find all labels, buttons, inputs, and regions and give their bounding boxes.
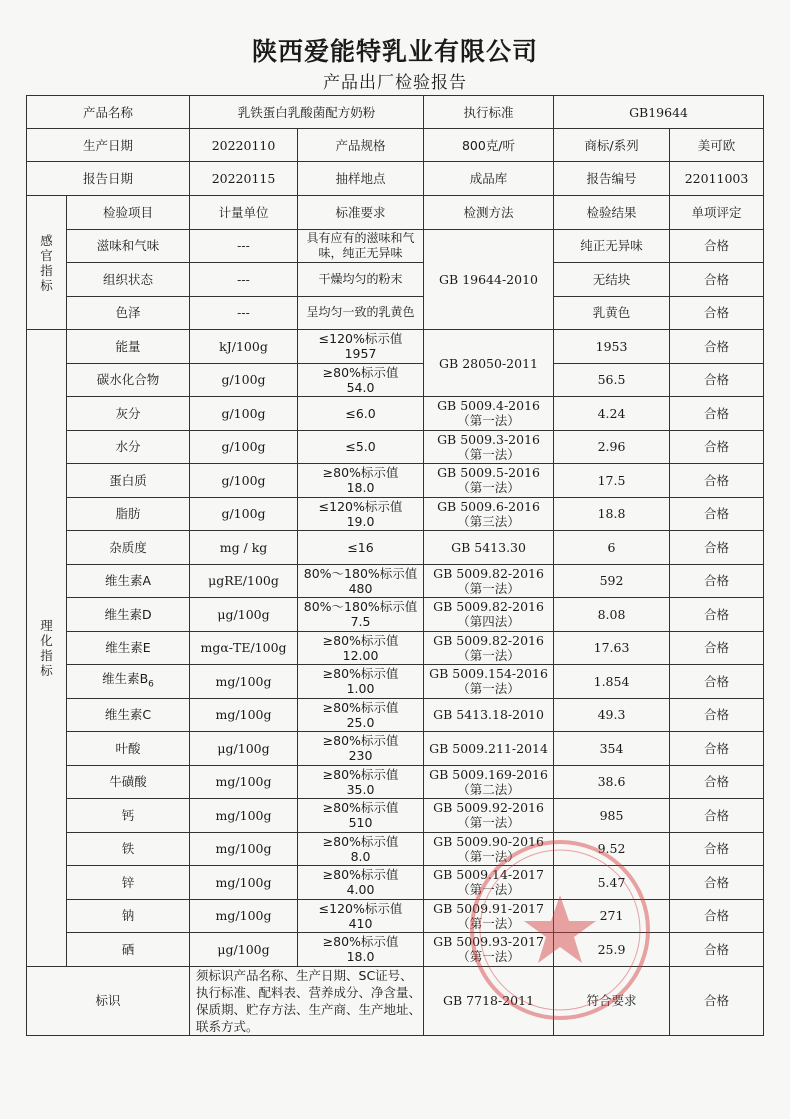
requirement-line2: 25.0 bbox=[346, 714, 375, 730]
requirement-line1: ≥80%标示值 bbox=[322, 800, 399, 816]
unit: g/100g bbox=[190, 464, 298, 498]
unit: mgα-TE/100g bbox=[190, 631, 298, 665]
item-name: 灰分 bbox=[67, 397, 190, 431]
value-brand: 美可欧 bbox=[670, 129, 764, 162]
method-line2: （第一法） bbox=[457, 580, 520, 596]
table-row bbox=[27, 933, 764, 967]
result: 乳黄色 bbox=[554, 296, 670, 330]
method bbox=[424, 665, 554, 699]
method: GB 5413.30 bbox=[424, 531, 554, 565]
requirement bbox=[298, 330, 424, 364]
method-line1: GB 5009.82-2016 bbox=[433, 632, 544, 648]
unit: g/100g bbox=[190, 363, 298, 397]
result: 1.854 bbox=[554, 665, 670, 699]
item-name: 钙 bbox=[67, 799, 190, 833]
method bbox=[424, 430, 554, 464]
method-line2: （第二法） bbox=[457, 781, 520, 797]
unit: --- bbox=[190, 263, 298, 297]
requirement: 干燥均匀的粉末 bbox=[298, 263, 424, 297]
evaluation: 合格 bbox=[670, 698, 764, 732]
unit: mg/100g bbox=[190, 765, 298, 799]
result: 2.96 bbox=[554, 430, 670, 464]
evaluation: 合格 bbox=[670, 665, 764, 699]
label-result: 符合要求 bbox=[554, 966, 670, 1035]
method-line2: （第四法） bbox=[457, 614, 520, 630]
evaluation: 合格 bbox=[670, 497, 764, 531]
table-row bbox=[27, 430, 764, 464]
item-name: 维生素E bbox=[67, 631, 190, 665]
col-evaluation: 单项评定 bbox=[670, 196, 764, 230]
method-line2: （第一法） bbox=[457, 446, 520, 462]
item-name: 维生素A bbox=[67, 564, 190, 598]
method-line2: （第三法） bbox=[457, 513, 520, 529]
table-row bbox=[27, 698, 764, 732]
requirement bbox=[298, 765, 424, 799]
result: 38.6 bbox=[554, 765, 670, 799]
item-name: 维生素C bbox=[67, 698, 190, 732]
method-line2: （第一法） bbox=[457, 815, 520, 831]
requirement-line2: 7.5 bbox=[350, 614, 371, 630]
unit: --- bbox=[190, 229, 298, 263]
unit: g/100g bbox=[190, 430, 298, 464]
requirement-line1: ≥80%标示值 bbox=[322, 934, 399, 950]
table-row bbox=[27, 363, 764, 397]
label-evaluation: 合格 bbox=[670, 966, 764, 1035]
header-row-production bbox=[27, 129, 764, 162]
unit: μg/100g bbox=[190, 598, 298, 632]
unit: mg/100g bbox=[190, 698, 298, 732]
requirement-line2: 35.0 bbox=[346, 781, 375, 797]
value-standard: GB19644 bbox=[554, 96, 764, 129]
requirement-line1: ≤120%标示值 bbox=[318, 498, 403, 514]
method bbox=[424, 598, 554, 632]
evaluation: 合格 bbox=[670, 899, 764, 933]
method-line1: GB 5009.93-2017 bbox=[433, 934, 544, 950]
requirement bbox=[298, 933, 424, 967]
unit: g/100g bbox=[190, 497, 298, 531]
company-name: 陕西爱能特乳业有限公司 bbox=[251, 37, 538, 66]
value-report-date: 20220115 bbox=[190, 162, 298, 196]
label-requirement: 须标识产品名称、生产日期、SC证号、执行标准、配料表、营养成分、净含量、保质期、贮存方法、生产商、生产地址、联系方式。 bbox=[190, 966, 424, 1035]
evaluation: 合格 bbox=[670, 464, 764, 498]
evaluation: 合格 bbox=[670, 397, 764, 431]
item-name: 维生素$B_6$ bbox=[67, 665, 190, 699]
table-row bbox=[27, 497, 764, 531]
requirement-line2: 1.00 bbox=[346, 681, 375, 697]
requirement bbox=[298, 598, 424, 632]
method bbox=[424, 397, 554, 431]
method-line2: （第一法） bbox=[457, 647, 520, 663]
sensory-group-label: 感 官 指 标 bbox=[27, 196, 67, 330]
requirement-line2: 12.00 bbox=[342, 647, 379, 663]
item-name: 铁 bbox=[67, 832, 190, 866]
method-line2: （第一法） bbox=[457, 949, 520, 965]
method-line1: GB 5009.3-2016 bbox=[437, 431, 540, 447]
col-requirement: 标准要求 bbox=[298, 196, 424, 230]
requirement-line1: ≤120%标示值 bbox=[318, 331, 403, 347]
item-name: 钠 bbox=[67, 899, 190, 933]
evaluation: 合格 bbox=[670, 866, 764, 900]
energy-method: GB 28050-2011 bbox=[424, 330, 554, 397]
method: GB 5009.211-2014 bbox=[424, 732, 554, 766]
value-production-date: 20220110 bbox=[190, 129, 298, 162]
result: 592 bbox=[554, 564, 670, 598]
requirement-line1: ≥80%标示值 bbox=[322, 833, 399, 849]
item-name: 水分 bbox=[67, 430, 190, 464]
method bbox=[424, 564, 554, 598]
col-result: 检验结果 bbox=[554, 196, 670, 230]
method-line2: （第一法） bbox=[457, 915, 520, 931]
requirement-line1: 80%～180%标示值 bbox=[303, 599, 418, 615]
requirement: ≤5.0 bbox=[298, 430, 424, 464]
method bbox=[424, 631, 554, 665]
evaluation: 合格 bbox=[670, 799, 764, 833]
item-name: 硒 bbox=[67, 933, 190, 967]
table-row bbox=[27, 899, 764, 933]
unit: mg/100g bbox=[190, 832, 298, 866]
table-row bbox=[27, 464, 764, 498]
requirement bbox=[298, 866, 424, 900]
requirement: ≤16 bbox=[298, 531, 424, 565]
evaluation: 合格 bbox=[670, 631, 764, 665]
evaluation: 合格 bbox=[670, 732, 764, 766]
requirement-line2: 1957 bbox=[344, 346, 377, 362]
evaluation: 合格 bbox=[670, 330, 764, 364]
method-line1: GB 5009.6-2016 bbox=[437, 498, 540, 514]
evaluation: 合格 bbox=[670, 564, 764, 598]
method bbox=[424, 866, 554, 900]
requirement-line2: 480 bbox=[348, 580, 373, 596]
item-name: 组织状态 bbox=[67, 263, 190, 297]
requirement bbox=[298, 799, 424, 833]
unit: μgRE/100g bbox=[190, 564, 298, 598]
col-unit: 计量单位 bbox=[190, 196, 298, 230]
physchem-group-label: 理 化 指 标 bbox=[27, 330, 67, 967]
method-line1: GB 5009.154-2016 bbox=[429, 666, 548, 682]
evaluation: 合格 bbox=[670, 430, 764, 464]
evaluation: 合格 bbox=[670, 296, 764, 330]
report-title: 产品出厂检验报告 bbox=[323, 73, 467, 93]
requirement bbox=[298, 732, 424, 766]
requirement-line1: ≥80%标示值 bbox=[322, 632, 399, 648]
label-report-number: 报告编号 bbox=[554, 162, 670, 196]
requirement-line2: 4.00 bbox=[346, 882, 375, 898]
value-report-number: 22011003 bbox=[670, 162, 764, 196]
requirement-line1: ≥80%标示值 bbox=[322, 666, 399, 682]
requirement-line1: ≥80%标示值 bbox=[322, 867, 399, 883]
label-product-name: 产品名称 bbox=[27, 96, 190, 129]
result: 9.52 bbox=[554, 832, 670, 866]
requirement-line2: 230 bbox=[348, 748, 373, 764]
evaluation: 合格 bbox=[670, 765, 764, 799]
evaluation: 合格 bbox=[670, 598, 764, 632]
table-row bbox=[27, 330, 764, 364]
unit: mg/100g bbox=[190, 866, 298, 900]
item-name: 牛磺酸 bbox=[67, 765, 190, 799]
table-row bbox=[27, 531, 764, 565]
method-line1: GB 5009.82-2016 bbox=[433, 599, 544, 615]
unit: μg/100g bbox=[190, 933, 298, 967]
table-row bbox=[27, 397, 764, 431]
table-row bbox=[27, 564, 764, 598]
method-line1: GB 5009.169-2016 bbox=[429, 766, 548, 782]
result: 271 bbox=[554, 899, 670, 933]
table-row bbox=[27, 598, 764, 632]
item-name: 锌 bbox=[67, 866, 190, 900]
requirement-line2: 18.0 bbox=[346, 949, 375, 965]
requirement-line2: 8.0 bbox=[350, 848, 371, 864]
table-row bbox=[27, 732, 764, 766]
method-line1: GB 5009.90-2016 bbox=[433, 833, 544, 849]
requirement-line1: ≤120%标示值 bbox=[318, 900, 403, 916]
requirement-line2: 19.0 bbox=[346, 513, 375, 529]
method bbox=[424, 899, 554, 933]
item-name: 叶酸 bbox=[67, 732, 190, 766]
method-line2: （第一法） bbox=[457, 848, 520, 864]
requirement bbox=[298, 564, 424, 598]
label-standard: 执行标准 bbox=[424, 96, 554, 129]
requirement bbox=[298, 665, 424, 699]
item-name: 杂质度 bbox=[67, 531, 190, 565]
table-row bbox=[27, 229, 764, 263]
method-line2: （第一法） bbox=[457, 413, 520, 429]
method bbox=[424, 933, 554, 967]
requirement bbox=[298, 497, 424, 531]
table-row bbox=[27, 765, 764, 799]
requirement-line1: ≥80%标示值 bbox=[322, 364, 399, 380]
unit: mg/100g bbox=[190, 899, 298, 933]
result: 17.63 bbox=[554, 631, 670, 665]
value-spec: 800克/听 bbox=[424, 129, 554, 162]
table-row bbox=[27, 263, 764, 297]
physchem-section bbox=[27, 330, 764, 967]
method-line2: （第一法） bbox=[457, 681, 520, 697]
table-row bbox=[27, 631, 764, 665]
requirement: ≤6.0 bbox=[298, 397, 424, 431]
requirement: 具有应有的滋味和气味，纯正无异味 bbox=[298, 229, 424, 263]
method bbox=[424, 497, 554, 531]
result: 4.24 bbox=[554, 397, 670, 431]
result: 6 bbox=[554, 531, 670, 565]
item-name: 脂肪 bbox=[67, 497, 190, 531]
method-line1: GB 5009.92-2016 bbox=[433, 800, 544, 816]
evaluation: 合格 bbox=[670, 933, 764, 967]
item-name: 滋味和气味 bbox=[67, 229, 190, 263]
result: 无结块 bbox=[554, 263, 670, 297]
evaluation: 合格 bbox=[670, 832, 764, 866]
label-report-date: 报告日期 bbox=[27, 162, 190, 196]
result: 纯正无异味 bbox=[554, 229, 670, 263]
unit: mg / kg bbox=[190, 531, 298, 565]
evaluation: 合格 bbox=[670, 531, 764, 565]
col-item: 检验项目 bbox=[67, 196, 190, 230]
table-row bbox=[27, 866, 764, 900]
result: 1953 bbox=[554, 330, 670, 364]
requirement: 呈均匀一致的乳黄色 bbox=[298, 296, 424, 330]
requirement-line2: 410 bbox=[348, 915, 373, 931]
requirement bbox=[298, 464, 424, 498]
label-item: 标识 bbox=[27, 966, 190, 1035]
requirement bbox=[298, 631, 424, 665]
method-line1: GB 5009.91-2017 bbox=[433, 900, 544, 916]
item-name: 蛋白质 bbox=[67, 464, 190, 498]
requirement-line2: 54.0 bbox=[346, 379, 375, 395]
evaluation: 合格 bbox=[670, 229, 764, 263]
label-brand: 商标/系列 bbox=[554, 129, 670, 162]
requirement bbox=[298, 363, 424, 397]
requirement-line1: ≥80%标示值 bbox=[322, 766, 399, 782]
result: 354 bbox=[554, 732, 670, 766]
sensory-method: GB 19644-2010 bbox=[424, 229, 554, 330]
label-sample-location: 抽样地点 bbox=[298, 162, 424, 196]
item-name: 碳水化合物 bbox=[67, 363, 190, 397]
unit: mg/100g bbox=[190, 799, 298, 833]
label-method: GB 7718-2011 bbox=[424, 966, 554, 1035]
method-line2: （第一法） bbox=[457, 480, 520, 496]
result: 56.5 bbox=[554, 363, 670, 397]
table-row bbox=[27, 665, 764, 699]
unit: mg/100g bbox=[190, 665, 298, 699]
label-spec: 产品规格 bbox=[298, 129, 424, 162]
unit: g/100g bbox=[190, 397, 298, 431]
requirement-line1: ≥80%标示值 bbox=[322, 465, 399, 481]
method-line1: GB 5009.4-2016 bbox=[437, 398, 540, 414]
requirement-line1: ≥80%标示值 bbox=[322, 733, 399, 749]
requirement bbox=[298, 832, 424, 866]
requirement-line1: 80%～180%标示值 bbox=[303, 565, 418, 581]
evaluation: 合格 bbox=[670, 363, 764, 397]
requirement-line1: ≥80%标示值 bbox=[322, 699, 399, 715]
inspection-report-table bbox=[26, 95, 764, 1036]
unit: --- bbox=[190, 296, 298, 330]
label-row bbox=[27, 966, 764, 1035]
method: GB 5413.18-2010 bbox=[424, 698, 554, 732]
result: 17.5 bbox=[554, 464, 670, 498]
result: 49.3 bbox=[554, 698, 670, 732]
item-name: 能量 bbox=[67, 330, 190, 364]
result: 5.47 bbox=[554, 866, 670, 900]
requirement bbox=[298, 899, 424, 933]
col-method: 检测方法 bbox=[424, 196, 554, 230]
unit: kJ/100g bbox=[190, 330, 298, 364]
item-name: 维生素D bbox=[67, 598, 190, 632]
value-sample-location: 成品库 bbox=[424, 162, 554, 196]
method-line1: GB 5009.82-2016 bbox=[433, 565, 544, 581]
table-row bbox=[27, 832, 764, 866]
item-name: 色泽 bbox=[67, 296, 190, 330]
requirement-line2: 18.0 bbox=[346, 480, 375, 496]
header-row-product bbox=[27, 96, 764, 129]
method-line1: GB 5009.14-2017 bbox=[433, 867, 544, 883]
table-row bbox=[27, 296, 764, 330]
method bbox=[424, 765, 554, 799]
header-row-report bbox=[27, 162, 764, 196]
label-production-date: 生产日期 bbox=[27, 129, 190, 162]
method bbox=[424, 799, 554, 833]
requirement bbox=[298, 698, 424, 732]
result: 985 bbox=[554, 799, 670, 833]
method bbox=[424, 464, 554, 498]
column-header-row bbox=[27, 196, 764, 230]
method bbox=[424, 832, 554, 866]
evaluation: 合格 bbox=[670, 263, 764, 297]
result: 8.08 bbox=[554, 598, 670, 632]
method-line1: GB 5009.5-2016 bbox=[437, 465, 540, 481]
value-product-name: 乳铁蛋白乳酸菌配方奶粉 bbox=[190, 96, 424, 129]
unit: μg/100g bbox=[190, 732, 298, 766]
result: 25.9 bbox=[554, 933, 670, 967]
requirement-line2: 510 bbox=[348, 815, 373, 831]
result: 18.8 bbox=[554, 497, 670, 531]
method-line2: （第一法） bbox=[457, 882, 520, 898]
table-row bbox=[27, 799, 764, 833]
